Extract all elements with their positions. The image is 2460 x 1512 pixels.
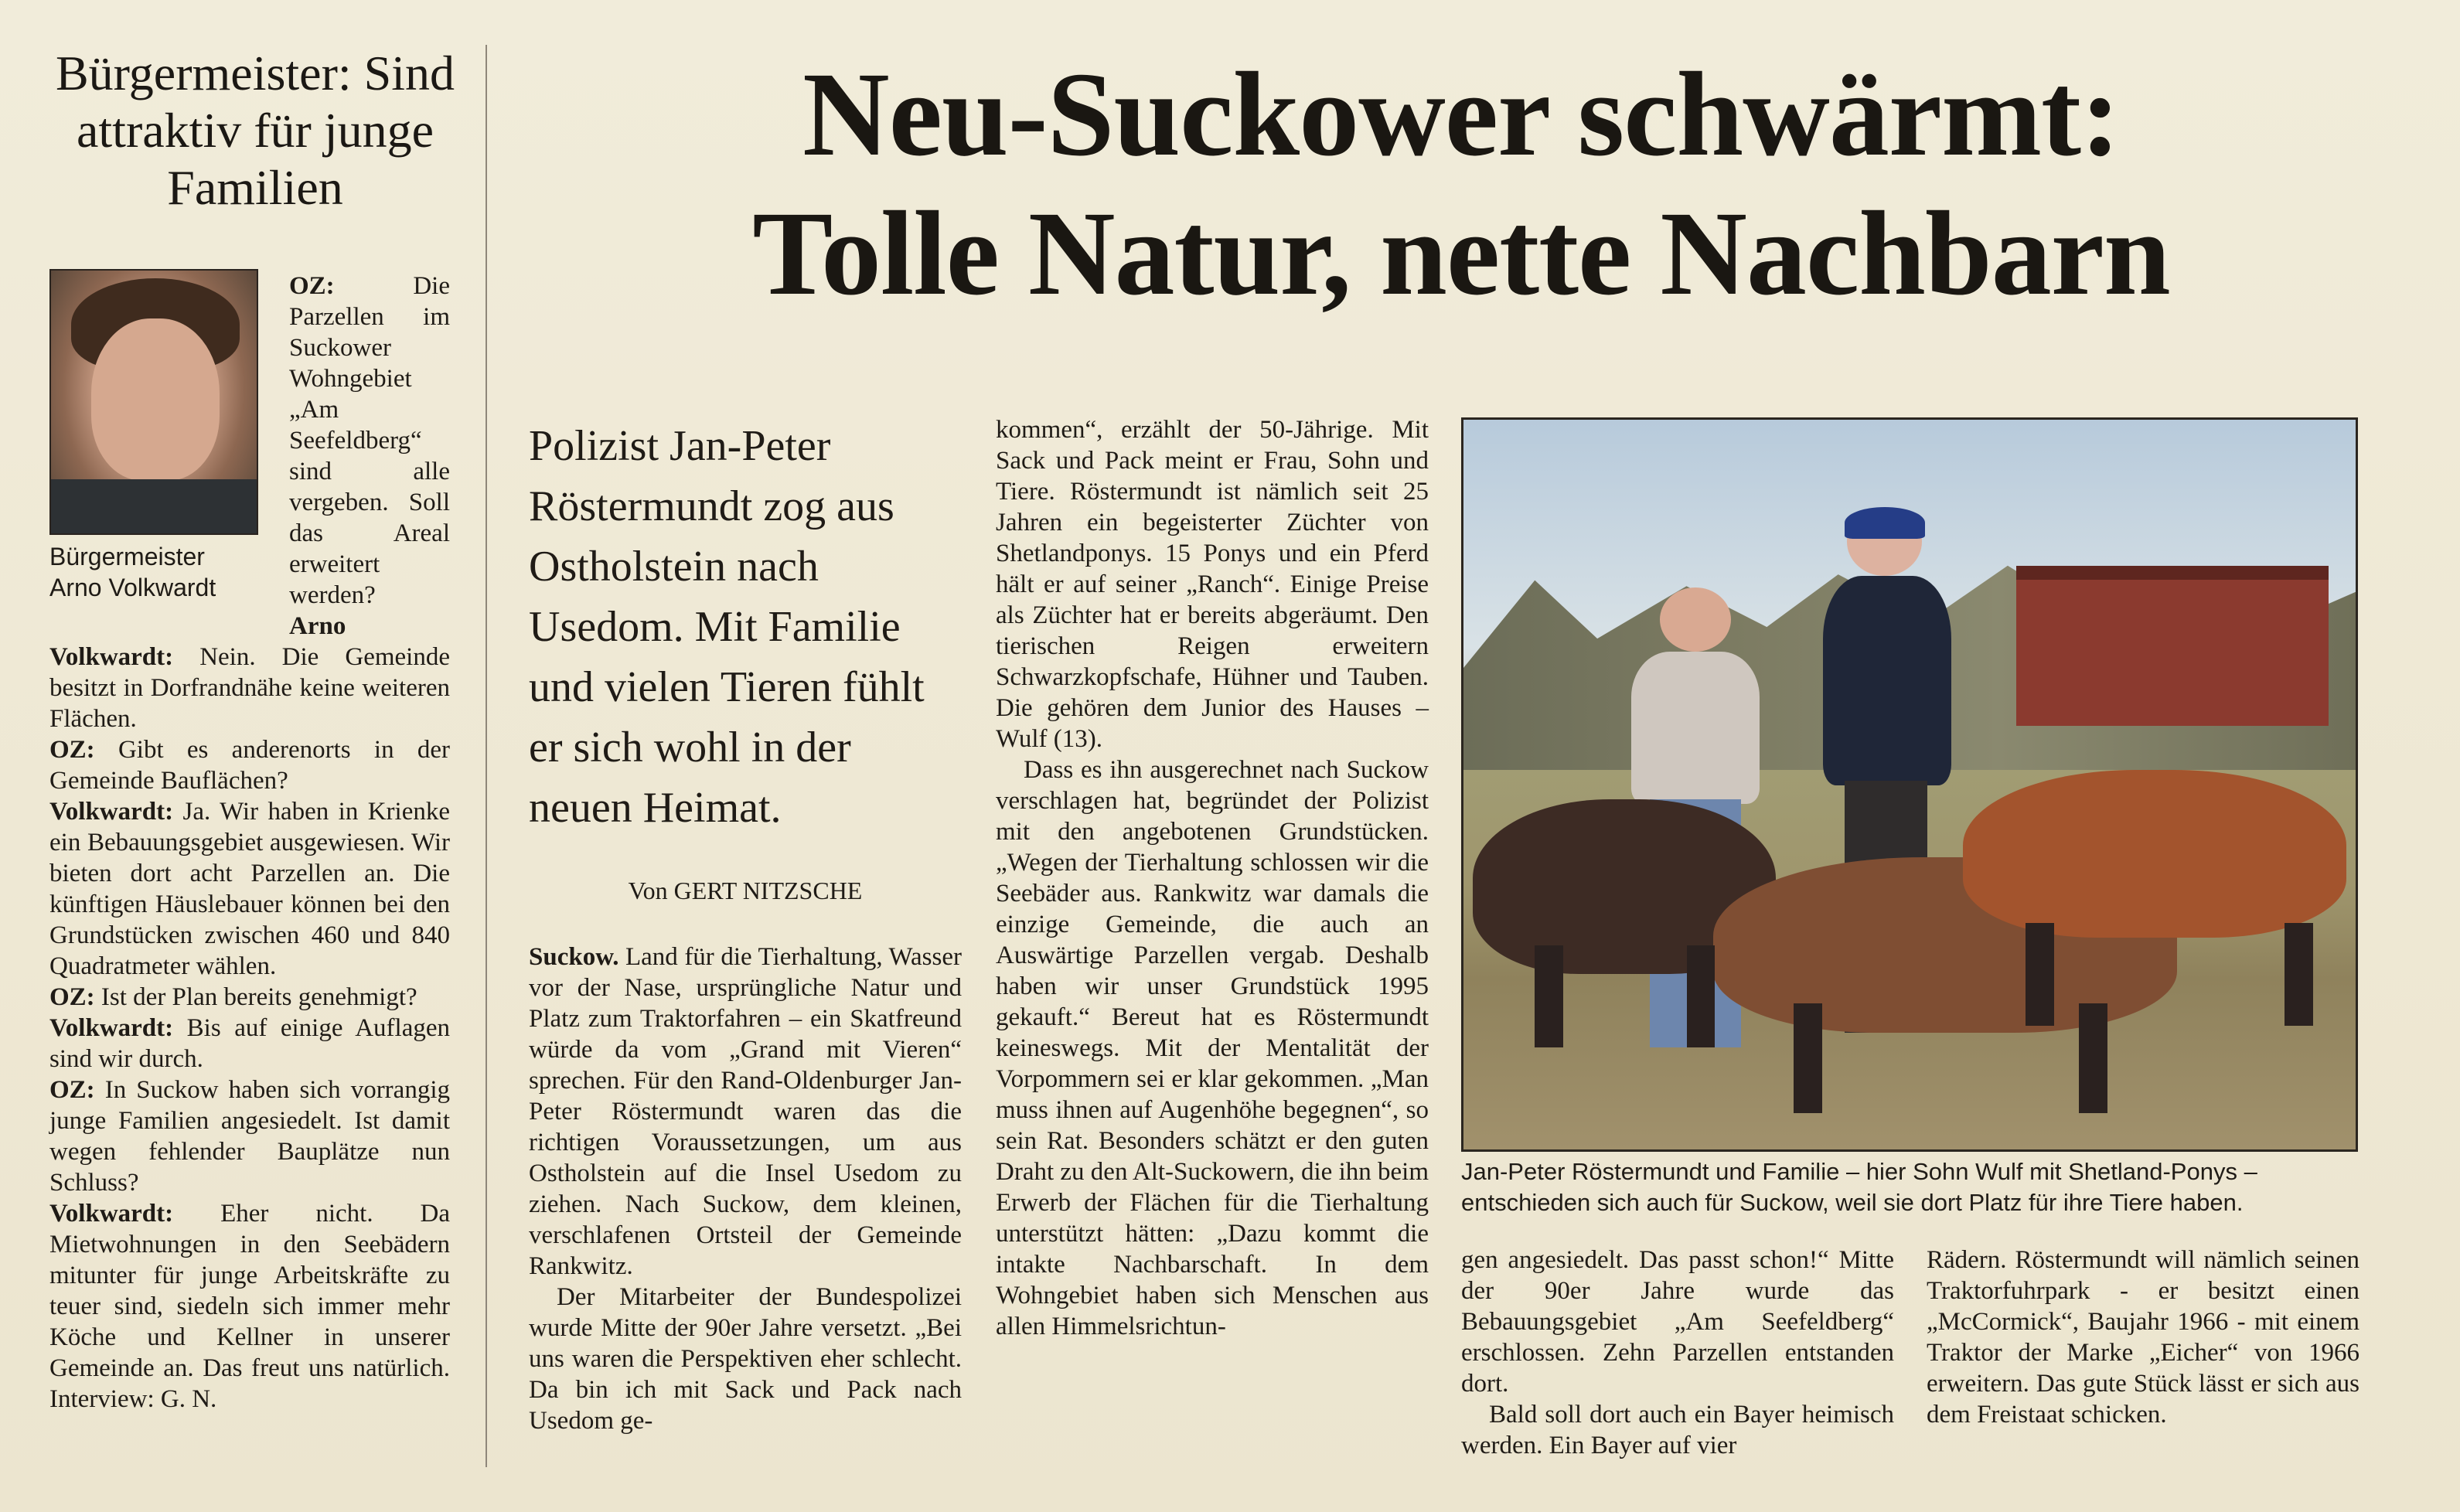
interview-a3: Volkwardt: Bis auf einige Auflagen sind wir durch. [49, 1014, 450, 1073]
column4-paragraph: Rädern. Röstermundt will nämlich seinen Traktorfuhrpark - er besitzt einen „McCormick“, Baujahr 1966 - mit einem Traktor der Marke „Eicher“ von 1966 erweitern. Das gute Stück lässt er sich aus dem Freistaat schicken. [1927, 1246, 2359, 1429]
column3-paragraph: gen angesiedelt. Das passt schon!“ Mitte der 90er Jahre wurde das Bebauungsgebiet „Am Seefeldberg“ erschlossen. Zehn Parzellen entstanden dort. [1461, 1246, 1894, 1398]
column3-paragraph: Bald soll dort auch ein Bayer heimisch werden. Ein Bayer auf vier [1461, 1401, 1894, 1459]
interview-q4: OZ: In Suckow haben sich vorrangig junge Familien angesiedelt. Ist damit wegen fehlender Bauplätze nun Schluss? [49, 1076, 450, 1197]
portrait-caption: Bürgermeister Arno Volkwardt [49, 543, 216, 601]
photo-caption: Jan-Peter Röstermundt und Familie – hier Sohn Wulf mit Shetland-Ponys – entschieden sich auch für Suckow, weil sie dort Platz für ihre Tiere haben. [1461, 1158, 2257, 1216]
column1-paragraph: Der Mitarbeiter der Bundespolizei wurde Mitte der 90er Jahre versetzt. „Bei uns waren die Perspektiven eher schlecht. Da bin ich mit Sack und Pack nach Usedom ge- [529, 1283, 962, 1435]
side-headline: Bürgermeister: Sind attraktiv für junge Familien [55, 46, 455, 215]
article-column-4 [1927, 1245, 2359, 1430]
article-column-2 [996, 414, 1429, 1342]
portrait-spacer [49, 271, 289, 618]
interview-q2: OZ: Gibt es anderenorts in der Gemeinde Bauflächen? [49, 736, 450, 795]
headline-line-2: Tolle Natur, nette Nachbarn [752, 186, 2170, 320]
column-rule-left [486, 45, 487, 1467]
interview-a4: Volkwardt: Eher nicht. Da Mietwohnungen in den Seebädern mitunter für junge Arbeitskräfte zu teuer sind, siedeln sich immer mehr Köche und Kellner in unserer Gemeinde an. Das freut uns natürlich. Interview: G. N. [49, 1200, 450, 1413]
interview-box [49, 271, 450, 1415]
lead-paragraph: Polizist Jan-Peter Röstermundt zog aus Ostholstein nach Usedom. Mit Familie und vielen Tieren fühlt er sich wohl in der neuen Heimat. [529, 422, 925, 832]
interview-a2: Volkwardt: Ja. Wir haben in Krienke ein Bebauungsgebiet ausgewiesen. Wir bieten dort acht Parzellen an. Die künftigen Häuslebauer können bei den Grundstücken zwischen 460 und 840 Quadratmeter wählen. [49, 798, 450, 980]
photo-house [2016, 566, 2329, 726]
ponies-photo [1461, 417, 2358, 1152]
photo-pony-chestnut [1963, 770, 2346, 938]
column2-paragraph: Dass es ihn ausgerechnet nach Suckow verschlagen hat, begründet der Polizist mit den angebotenen Grundstücken. „Wegen der Tierhaltung schlossen wir die Seebäder aus. Rankwitz war damals die einzige Gemeinde, die auch an Auswärtige Parzellen vergab. Deshalb haben wir unser Grundstück 1995 gekauft.“ Bereut hat es Röstermundt keineswegs. Mit der Mentalität der Vorpommern sei er klar gekommen. „Man muss ihnen auf Augenhöhe begegnen“, so sein Rat. Besonders schätzt er den guten Draht zu den Alt-Suckowern, die ihn beim Erwerb der Flächen für die Tierhaltung unterstützt hätten: „Dazu kommt die intakte Nachbarschaft. In dem Wohngebiet haben sich Menschen aus allen Himmelsrichtun- [996, 756, 1429, 1340]
headline-line-1: Neu-Suckower schwärmt: [802, 47, 2120, 181]
interview-q3: OZ: Ist der Plan bereits genehmigt? [49, 983, 417, 1011]
byline: Von GERT NITZSCHE [628, 877, 863, 904]
interview-q1: OZ: Die Parzellen im Suckower Wohngebiet „Am Seefeldberg“ sind alle vergeben. Soll das Areal erweitert werden? [289, 272, 450, 609]
main-headline [510, 45, 2412, 323]
interview-a1: Arno Volkwardt: Nein. Die Gemeinde besitzt in Dorfrandnähe keine weiteren Flächen. [49, 612, 450, 733]
column2-paragraph: kommen“, erzählt der 50-Jährige. Mit Sack und Pack meint er Frau, Sohn und Tiere. Röstermundt ist nämlich seit 25 Jahren ein begeisterter Züchter von Shetlandponys. 15 Ponys und ein Pferd hält er auf seiner „Ranch“. Einige Preise als Züchter hat er bereits abgeräumt. Den tierischen Reigen erweitern Schwarzkopfschafe, Hühner und Tauben. Die gehören dem Junior des Hauses – Wulf (13). [996, 416, 1429, 753]
article-column-1 [529, 942, 962, 1436]
column1-paragraph: Suckow. Land für die Tierhaltung, Wasser vor der Nase, ursprüngliche Natur und Platz zum Traktorfahren – ein Skatfreund würde da vom „Grand mit Vieren“ sprechen. Für den Rand-Oldenburger Jan-Peter Röstermundt waren das die richtigen Voraussetzungen, um aus Ostholstein auf die Insel Usedom zu ziehen. Nach Suckow, dem kleinen, verschlafenen Ortsteil der Gemeinde Rankwitz. [529, 943, 962, 1280]
article-column-3 [1461, 1245, 1894, 1461]
